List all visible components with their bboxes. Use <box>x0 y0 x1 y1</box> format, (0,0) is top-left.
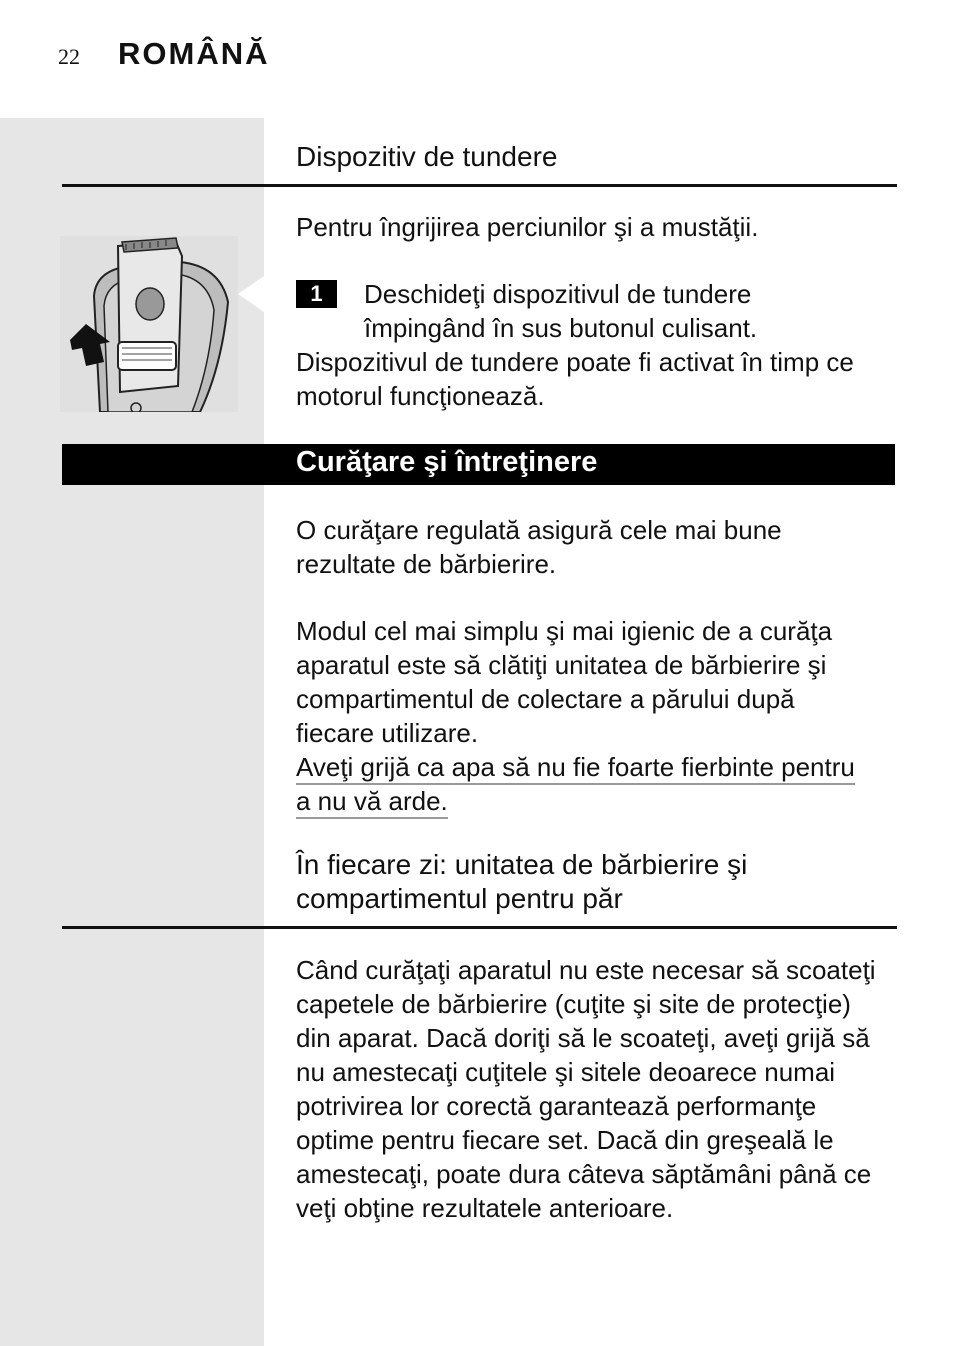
warning-line: a nu vă arde. <box>296 786 448 819</box>
shaver-trimmer-illustration <box>60 236 238 412</box>
step-line: împingând în sus butonul culisant. <box>364 313 758 343</box>
page-number: 22 <box>58 44 80 69</box>
body-line: potrivirea lor corectă garantează performanţe <box>296 1091 817 1121</box>
section-heading-bar-cleaning <box>62 444 895 485</box>
body-line: amestecaţi, poate dura câteva săptămâni până ce <box>296 1159 872 1189</box>
trimmer-intro: Pentru îngrijirea perciunilor şi a mustăţii. <box>296 212 759 242</box>
paragraph-line: aparatul este să clătiţi unitatea de bărbierire şi <box>296 650 827 680</box>
body-line: optime pentru fiecare set. Dacă din greşeală le <box>296 1125 834 1155</box>
step-line: Deschideţi dispozitivul de tundere <box>364 279 752 309</box>
heading-line: compartimentul pentru păr <box>296 883 623 914</box>
section-heading-trimmer: Dispozitiv de tundere <box>296 141 558 172</box>
note-line: motorul funcţionează. <box>296 381 545 411</box>
body-line: veţi obţine rezultatele anterioare. <box>296 1193 674 1223</box>
shaver-trimmer-icon <box>60 236 238 412</box>
heading-rule <box>62 926 897 929</box>
paragraph-line: rezultate de bărbierire. <box>296 549 557 579</box>
paragraph-line: O curăţare regulată asigură cele mai bune <box>296 515 782 545</box>
paragraph-line: fiecare utilizare. <box>296 718 479 748</box>
body-line: Când curăţaţi aparatul nu este necesar să scoateţi <box>296 955 876 985</box>
warning-line: Aveţi grijă ca apa să nu fie foarte fierbinte pentru <box>296 752 855 785</box>
step-text <box>364 277 757 345</box>
daily-body <box>296 953 876 1225</box>
section-heading-daily <box>296 848 747 916</box>
heading-line: În fiecare zi: unitatea de bărbierire şi <box>296 849 748 880</box>
step-number-badge: 1 <box>296 280 337 308</box>
paragraph-line: compartimentul de colectare a părului după <box>296 684 795 714</box>
section-heading-cleaning: Curăţare şi întreţinere <box>296 446 598 478</box>
heading-rule <box>62 184 897 187</box>
cleaning-paragraph-1 <box>296 513 782 581</box>
body-line: nu amestecaţi cuţitele şi sitele deoarece numai <box>296 1057 836 1087</box>
page-language-title: ROMÂNĂ <box>118 36 270 71</box>
paragraph-line: Modul cel mai simplu şi mai igienic de a curăţa <box>296 616 833 646</box>
cleaning-warning <box>296 750 855 818</box>
body-line: din aparat. Dacă doriţi să le scoateţi, aveţi grijă să <box>296 1023 870 1053</box>
trimmer-note <box>296 345 854 413</box>
body-line: capetele de bărbierire (cuţite şi site de protecţie) <box>296 989 851 1019</box>
note-line: Dispozitivul de tundere poate fi activat în timp ce <box>296 347 854 377</box>
cleaning-paragraph-2 <box>296 614 832 750</box>
illustration-pointer <box>238 276 264 312</box>
